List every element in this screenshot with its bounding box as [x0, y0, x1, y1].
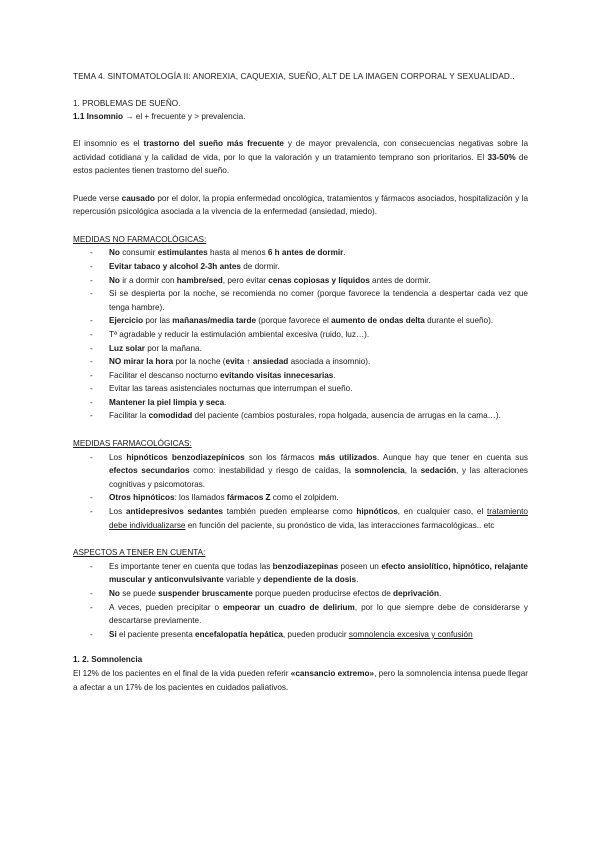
bold-text: causado [121, 193, 155, 203]
bold-text: suspender bruscamente [158, 589, 253, 598]
text: . Aunque hay que tener en cuenta sus [376, 452, 528, 462]
text: Evitar las tareas asistenciales nocturnas que interrumpan el sueño. [109, 384, 353, 394]
text: también pueden emplearse como [222, 507, 357, 517]
bold-text: efecto ansiolítico, hipnótico, relajante muscular y anticonvulsivante [109, 561, 528, 585]
text: por la mañana. [144, 343, 202, 353]
text: Los [109, 452, 127, 462]
bold-text: deprivación [393, 589, 439, 598]
bold-text: benzodiazepinas [272, 561, 339, 571]
bold-text: encefalopatía hepática [195, 629, 283, 639]
bold-text: No [109, 248, 120, 258]
list-item [73, 314, 528, 328]
text: : los llamados [174, 493, 227, 503]
text: (porque favorece el [256, 316, 332, 326]
text: como: inestabilidad y riesgo de caídas, la [189, 466, 355, 476]
text: A veces, pueden precipitar o [109, 602, 223, 612]
list-item [73, 601, 528, 628]
list-item [73, 260, 528, 274]
section-heading-aspects: ASPECTOS A TENER EN CUENTA: [73, 548, 206, 558]
text: , pueden producir [282, 629, 349, 639]
bold-text: sedación [420, 466, 457, 476]
list-item [73, 274, 528, 288]
text: , y las alteraciones cognitivas y psicomotoras. [109, 466, 528, 489]
text: variable y [223, 575, 264, 585]
bold-text: más utilizados [318, 452, 377, 462]
bold-text: estimulantes [157, 248, 208, 258]
text: por la noche ( [173, 357, 226, 367]
subheading-text: 1. 2. Somnolencia [73, 655, 143, 665]
bold-text: Luz solar [109, 343, 145, 353]
list-item [73, 382, 528, 396]
bold-text: NO mirar la hora [109, 357, 174, 367]
text: Tª agradable y reducir la estimulación ambiental excesiva (ruido, luz…). [109, 329, 370, 339]
text: como el zolpidem. [270, 493, 339, 503]
section-heading-sleep: 1. PROBLEMAS DE SUEÑO. [73, 98, 181, 108]
bold-text: No [109, 275, 120, 285]
text: de estos pacientes tienen trastorno del sueño. [73, 152, 529, 176]
bold-text: mañanas/media tarde [172, 316, 256, 326]
text: . [356, 575, 359, 585]
list-item [73, 328, 528, 342]
bold-text: No [109, 589, 120, 598]
text: . [333, 370, 336, 380]
list-item [73, 246, 528, 260]
non-pharma-list [73, 246, 528, 423]
bold-text: hipnóticos [356, 507, 398, 517]
text: Los [109, 507, 126, 517]
bold-text: aumento de ondas delta [331, 316, 425, 326]
aspects-list [73, 560, 528, 642]
text: El insomnio es el [73, 139, 144, 149]
list-item [73, 369, 528, 383]
underlined-text: somnolencia excesiva y confusión [348, 629, 473, 639]
text: hasta al menos [207, 248, 268, 258]
bold-text: Si [109, 629, 117, 639]
bold-text: antidepresivos sedantes [125, 507, 223, 517]
bold-text: dependiente de la dosis [263, 575, 357, 585]
list-item [73, 628, 528, 642]
text: , pero la somnolencia intensa puede llegar a afectar a un 17% de los pacientes en cuidados paliativos. [73, 668, 529, 692]
bold-text: 6 h antes de dormir [267, 248, 344, 258]
text: el paciente presenta [116, 629, 196, 639]
list-item [73, 491, 528, 505]
bold-text: fármacos Z [226, 493, 271, 503]
insomnia-paragraph-1 [73, 137, 528, 178]
text: consumir [119, 248, 158, 258]
text: en función del paciente, su pronóstico de vida, las interacciones farmacológicas.. etc [185, 520, 495, 530]
subheading-insomnio [73, 110, 528, 124]
bold-text: cenas copiosas y líquidos [268, 275, 370, 285]
bold-text: empeorar un cuadro de delirium [223, 602, 355, 612]
list-item [73, 355, 528, 369]
text: por el dolor, la propia enfermedad oncológica, tratamientos y fármacos asociados, hospitalización y la repercusión psicológica asociada a la vivencia de la enfermedad (ansiedad, miedo). [73, 193, 528, 217]
bold-text: hambre/sed [176, 275, 223, 285]
text: , la [404, 466, 421, 476]
bold-text: Mantener la piel limpia y seca [109, 397, 225, 407]
text: durante el sueño). [424, 316, 494, 326]
list-item [73, 342, 528, 356]
bold-text: Ejercicio [109, 316, 144, 326]
insomnia-paragraph-2 [73, 192, 528, 219]
text: Puede verse [73, 193, 122, 203]
text: del paciente (cambios posturales, ropa holgada, ausencia de arrugas en la cama…). [192, 411, 501, 421]
section-heading-pharma: MEDIDAS FARMACOLÓGICAS: [73, 439, 192, 449]
bold-text: Otros hipnóticos [109, 493, 175, 503]
text: , pero evitar [222, 275, 269, 285]
text: Es importante tener en cuenta que todas las [109, 561, 273, 571]
bold-text: evita ↑ ansiedad [225, 357, 289, 367]
list-item [73, 560, 528, 587]
list-item [73, 505, 528, 532]
list-item [73, 409, 528, 423]
subheading-somnolencia [73, 653, 528, 667]
text: poseen un [338, 561, 382, 571]
bold-text: Evitar tabaco y alcohol 2-3h antes [109, 261, 241, 271]
document-title: TEMA 4. SINTOMATOLOGÍA II: ANOREXIA, CAQUEXIA, SUEÑO, ALT DE LA IMAGEN CORPORAL Y SEXUALIDAD.. [73, 72, 515, 81]
bold-text: somnolencia [354, 466, 405, 476]
text: se puede [119, 589, 159, 598]
text: por las [143, 316, 173, 326]
list-item [73, 451, 528, 492]
text: . [343, 248, 346, 258]
text: El 12% de los pacientes en el final de la vida pueden referir [73, 668, 291, 678]
bold-text: evitando visitas innecesarias [220, 370, 334, 380]
bold-text: hipnóticos benzodiazepínicos [126, 452, 245, 462]
bold-text: «cansancio extremo» [290, 668, 375, 678]
text: antes de dormir. [369, 275, 431, 285]
bold-text: 33-50% [487, 152, 516, 162]
text: y de mayor prevalencia, con consecuencias negativas sobre la actividad cotidiana y la calidad de vida, por lo que la valoración y un tratamiento temprano son prioritarios. El [73, 139, 529, 162]
list-item [73, 396, 528, 410]
text: Facilitar la [109, 411, 149, 421]
text: . [439, 589, 442, 598]
text: porque pueden producirse efectos de [252, 589, 394, 598]
section-heading-non-pharma: MEDIDAS NO FARMACOLÓGICAS: [73, 234, 207, 244]
text: . [224, 397, 227, 407]
text: ir a dormir con [119, 275, 177, 285]
text: , en cualquier caso, el [397, 507, 488, 517]
pharma-list [73, 451, 528, 533]
list-item [73, 287, 528, 314]
text: de dormir. [240, 261, 280, 271]
somnolence-paragraph [73, 667, 528, 694]
underlined-text: tratamiento debe individualizarse [109, 507, 528, 530]
text: Si se despierta por la noche, se recomienda no comer (porque favorece la tendencia a despertar cada vez que tenga hambre). [109, 289, 528, 312]
list-item [73, 587, 528, 601]
subheading-note: → el + frecuente y > prevalencia. [123, 112, 246, 122]
text: , por lo que siempre debe de considerarse y descartarse previamente. [109, 602, 529, 626]
text: son los fármacos [244, 452, 319, 462]
document-content [73, 70, 528, 694]
bold-text: comodidad [148, 411, 193, 421]
bold-text: efectos secundarios [109, 466, 190, 476]
bold-text: trastorno del sueño más frecuente [143, 139, 284, 149]
subheading-number: 1.1 Insomnio [73, 112, 124, 122]
text: Facilitar el descanso nocturno [109, 370, 221, 380]
text: asociada a insomnio). [288, 357, 371, 367]
